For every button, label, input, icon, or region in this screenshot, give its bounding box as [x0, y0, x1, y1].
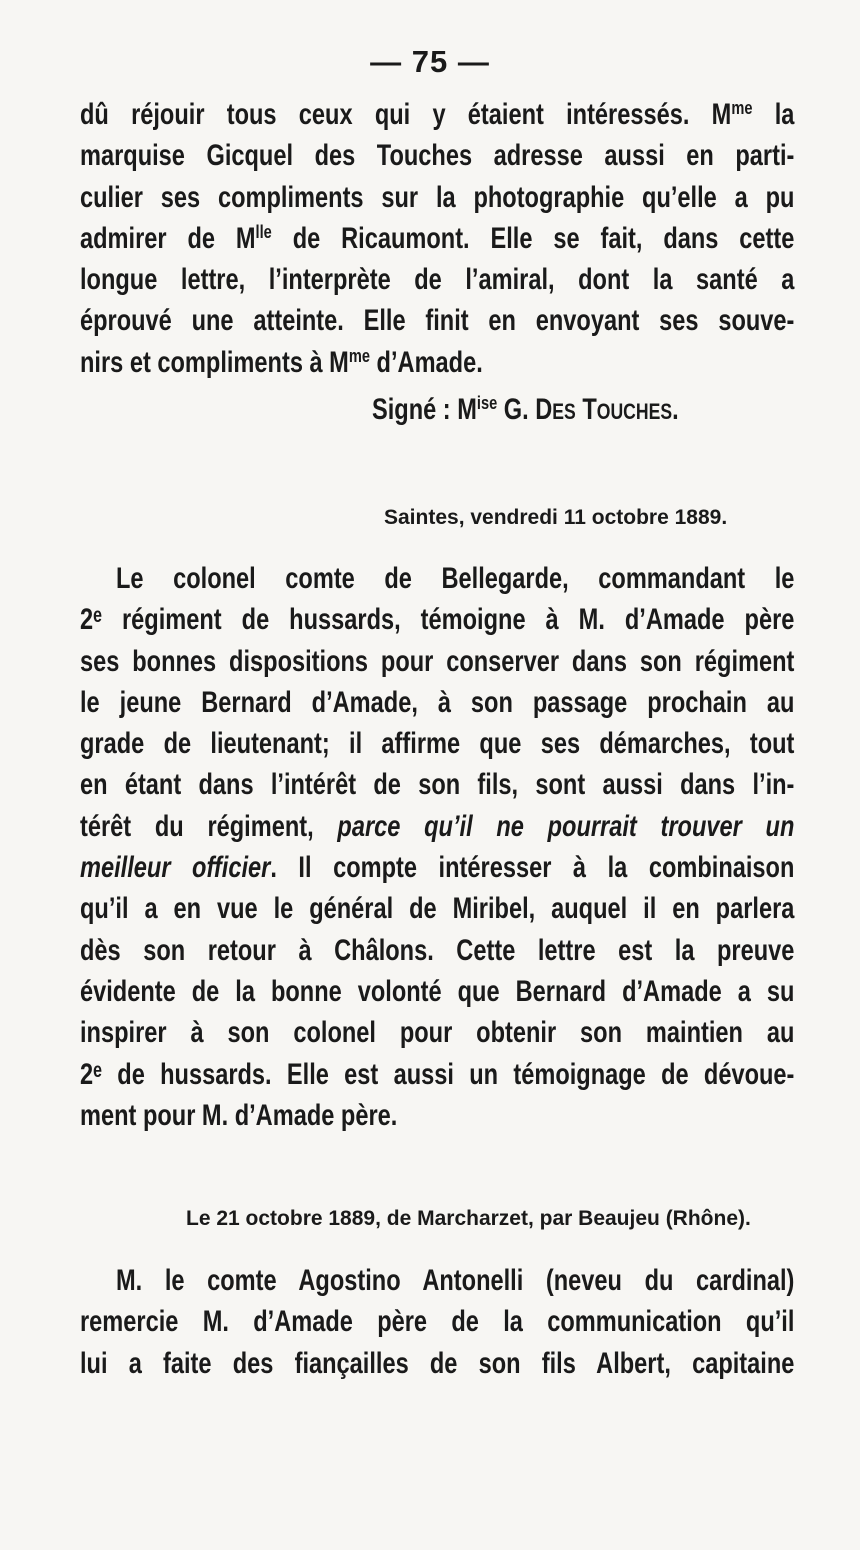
text-line: térêt du régiment, parce qu’il ne pourrait trouver un: [80, 809, 795, 843]
text-line: longue lettre, l’interprète de l’amiral, dont la santé a: [80, 263, 795, 297]
dateline-saintes: Saintes, vendredi 11 octobre 1889.: [384, 506, 728, 529]
text-line: meilleur officier. Il compte intéresser à la combinaison: [80, 851, 795, 885]
text-line: admirer de $M^{lle}$ de Ricaumont. Elle se fait, dans cette: [80, 220, 795, 255]
text-line: lui a faite des fiançailles de son fils Albert, capitaine: [80, 1346, 795, 1380]
text-line: éprouvé une atteinte. Elle finit en envoyant ses souve-: [80, 304, 795, 338]
text-line: dès son retour à Châlons. Cette lettre est la preuve: [80, 933, 795, 967]
text-line: inspirer à son colonel pour obtenir son maintien au: [80, 1016, 795, 1050]
text-line: grade de lieutenant; il affirme que ses démarches, tout: [80, 727, 795, 761]
signature: Signé : $M^{ise}$ G. DES TOUCHES.: [372, 391, 679, 426]
text-line: évidente de la bonne volonté que Bernard d’Amade a su: [80, 974, 795, 1008]
text-line: culier ses compliments sur la photographie qu’elle a pu: [80, 180, 795, 214]
text-line: en étant dans l’intérêt de son fils, sont aussi dans l’in-: [80, 768, 795, 802]
text-line: 2ᵉ de hussards. Elle est aussi un témoignage de dévoue-: [80, 1057, 795, 1091]
page-number: — 75 —: [370, 44, 490, 79]
text-line: Le colonel comte de Bellegarde, commandant le: [116, 562, 795, 595]
text-line: M. le comte Agostino Antonelli (neveu du cardinal): [116, 1264, 795, 1297]
text-line: remercie M. d’Amade père de la communication qu’il: [80, 1305, 795, 1339]
text-line: dû réjouir tous ceux qui y étaient intéressés. $M^{me}$ la: [80, 96, 795, 131]
paragraph-3: [80, 1260, 795, 1384]
text-line: ses bonnes dispositions pour conserver dans son régiment: [80, 644, 795, 678]
text-line: marquise Gicquel des Touches adresse aussi en parti-: [80, 139, 795, 173]
text-line: nirs et compliments à $M^{me}$ d’Amade.: [80, 344, 483, 379]
paragraph-2: [80, 558, 795, 1136]
text-line: 2ᵉ régiment de hussards, témoigne à M. d’Amade père: [80, 603, 795, 637]
dateline-marcharzet: Le 21 octobre 1889, de Marcharzet, par Beaujeu (Rhône).: [186, 1207, 751, 1230]
paragraph-1: [80, 94, 795, 383]
text-line: le jeune Bernard d’Amade, à son passage prochain au: [80, 685, 795, 719]
text-line: ment pour M. d’Amade père.: [80, 1098, 398, 1132]
text-line: qu’il a en vue le général de Miribel, auquel il en parlera: [80, 892, 795, 926]
